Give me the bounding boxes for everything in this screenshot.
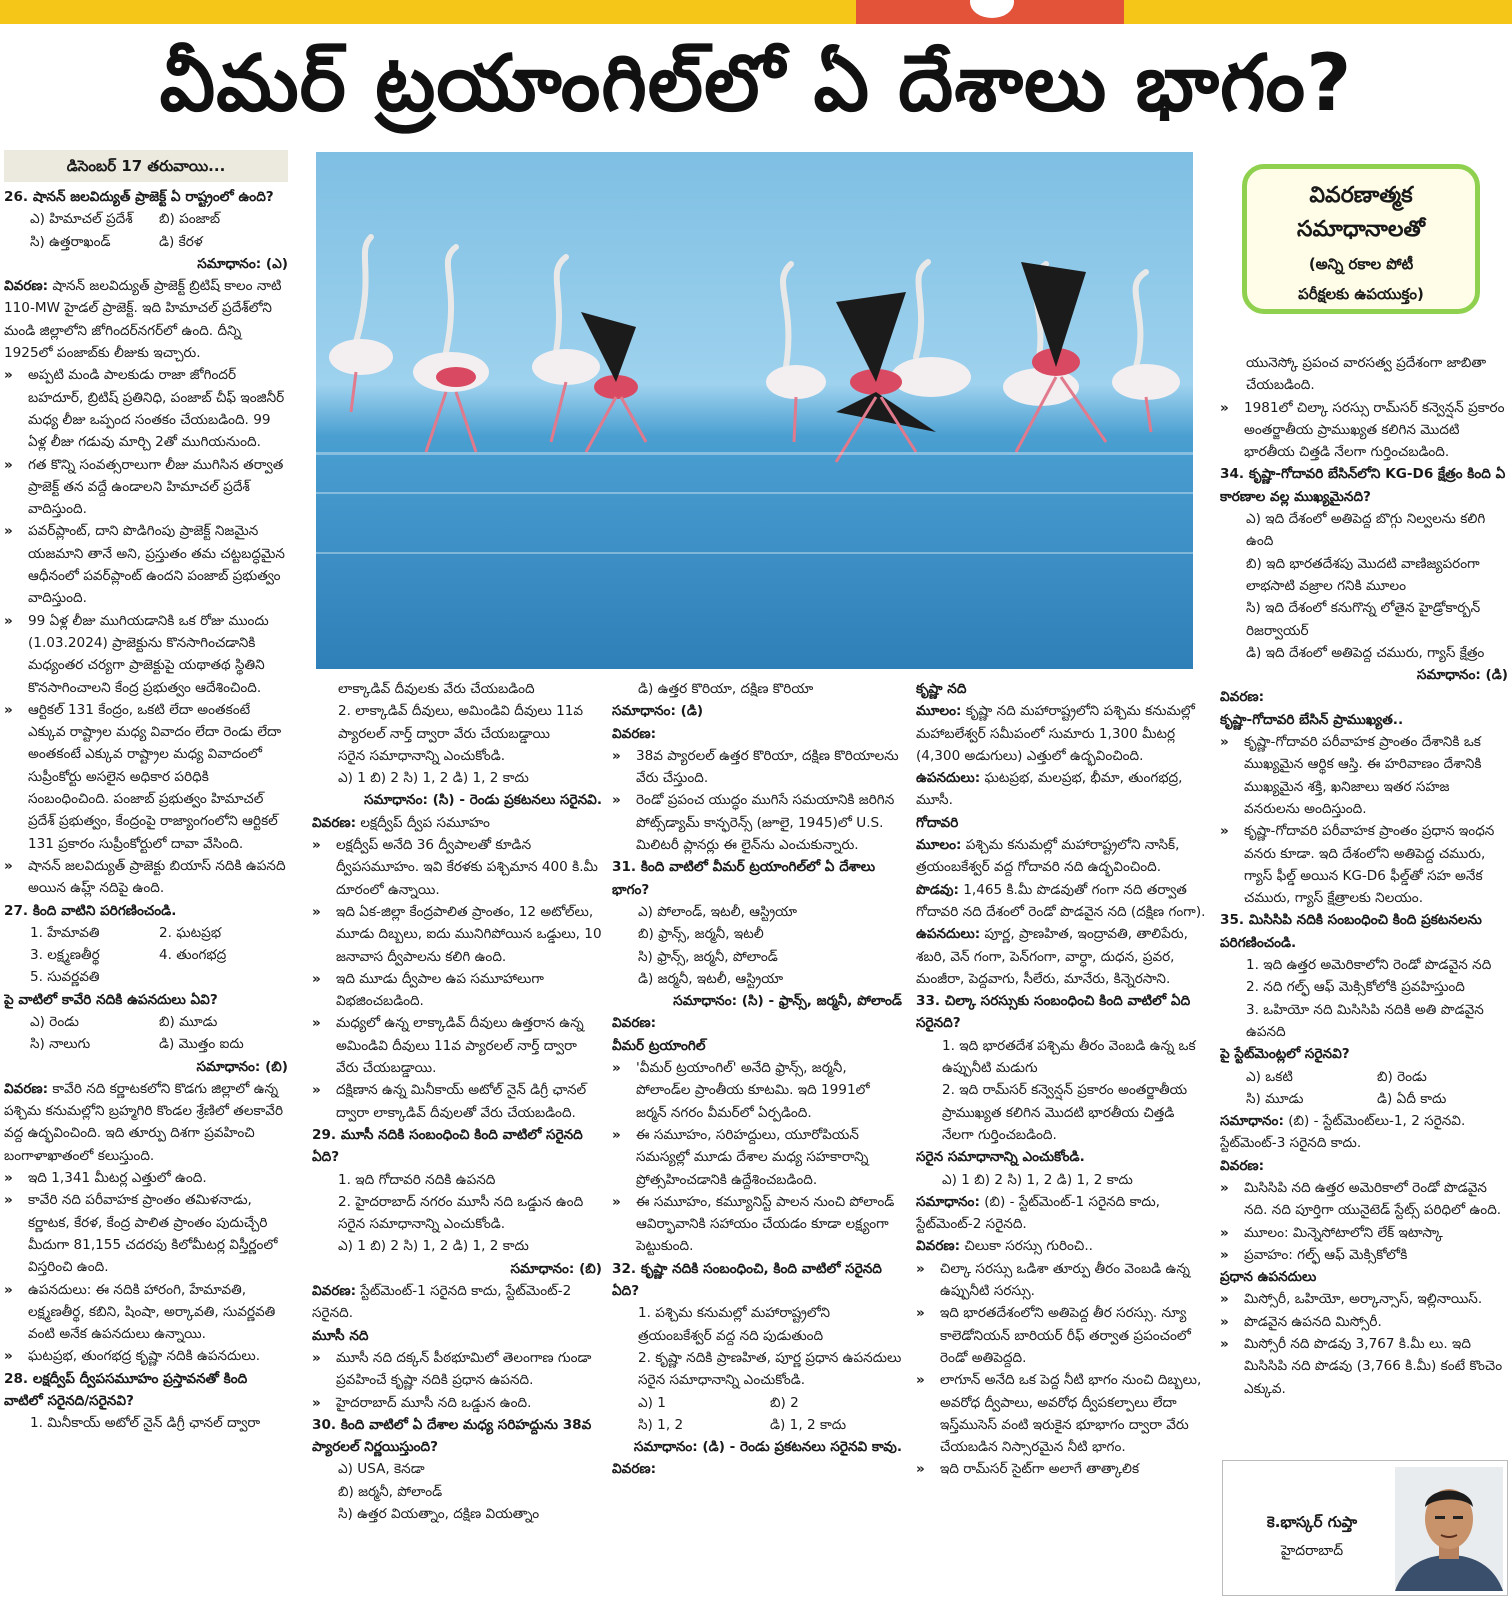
question-text xyxy=(612,723,902,745)
bullet-point xyxy=(312,1079,602,1124)
option-row xyxy=(4,1011,288,1033)
option-right: 4. తుంగభద్ర xyxy=(159,947,227,964)
indented-line xyxy=(612,923,902,945)
paragraph-text: 1. ఇది భారతదేశ పశ్చిమ తీరం వెంబడి ఉన్న ఒక ఉప్పునీటి మడుగు xyxy=(942,1037,1196,1077)
paragraph-text: ఎ) 1 బి) 2 సి) 1, 2 డి) 1, 2 కాదు xyxy=(338,1238,529,1255)
paragraph-text: బి) ఇది భారతదేశపు మొదటి వాణిజ్యపరంగా లాభసాటి వజ్రాల గనికి మూలం xyxy=(1246,555,1480,594)
column-1 xyxy=(4,186,288,1596)
answer-line xyxy=(612,990,902,1012)
option-right: డి) కేరళ xyxy=(159,233,203,250)
indented-line xyxy=(1220,553,1508,598)
option-row xyxy=(4,944,288,966)
paragraph-label: ఉపనదులు: xyxy=(916,770,981,787)
bullet-point xyxy=(312,834,602,901)
indented-line xyxy=(612,1347,902,1369)
paragraph xyxy=(312,812,602,834)
bullet-point xyxy=(312,1392,602,1414)
paragraph-text: సమాధానం: (డి) - రెండు ప్రకటనలు సరైనవి కావు. xyxy=(633,1439,902,1456)
paragraph-text: బి) జర్మనీ, పోలాండ్ xyxy=(338,1483,443,1500)
paragraph-text: వివరణ: xyxy=(1220,689,1265,706)
paragraph-text: 38వ ప్యారలల్ ఉత్తర కొరియా, దక్షిణ కొరియాలను వేరు చేస్తుంది. xyxy=(636,747,899,787)
bullet-point xyxy=(4,855,288,900)
question-text xyxy=(1220,686,1508,708)
paragraph-text: 2. హైదరాబాద్ నగరం మూసీ నది ఒడ్డున ఉంది xyxy=(338,1193,584,1210)
paragraph-text: చిలుకా సరస్సు గురించి.. xyxy=(960,1238,1093,1255)
bullet-point xyxy=(4,1167,288,1189)
continuation-kicker: డిసెంబర్ 17 తరువాయి... xyxy=(4,150,288,182)
option-right: బి) మూడు xyxy=(159,1013,218,1030)
paragraph-text: మధ్యలో ఉన్న లాక్కాడివ్ దీవులు ఉత్తరాన ఉన్న అమిండివి దీవులు 11వ ప్యారలల్ నార్త్ ద్వారా వేరు చేయబడ్డాయి. xyxy=(336,1015,584,1077)
top-color-band xyxy=(0,0,1512,24)
indented-line xyxy=(612,946,902,968)
bullet-point xyxy=(312,1012,602,1079)
question-text xyxy=(312,1414,602,1459)
bullet-point xyxy=(312,901,602,968)
paragraph-text: 26. షానన్ జలవిద్యుత్ ప్రాజెక్ట్ ఏ రాష్ట్రంలో ఉంది? xyxy=(4,189,274,205)
indented-line xyxy=(312,745,602,767)
paragraph-text: సి) ఫ్రాన్స్, జర్మనీ, పోలాండ్ xyxy=(638,948,778,965)
paragraph-text: ఎ) ఇది దేశంలో అతిపెద్ద బొగ్గు నిల్వలను కలిగి ఉంది xyxy=(1246,511,1486,550)
paragraph xyxy=(1220,1155,1508,1177)
bullet-point xyxy=(4,610,288,699)
option-right: 2. ఘటప్రభ xyxy=(159,924,222,941)
paragraph-text: కృష్ణా-గోదావరి పరీవాహక ప్రాంతం ప్రధాన ఇంధన వనరు కూడా. ఇది దేశంలోని అతిపెద్ద చమురు, గ్యాస్ ఫీల్డ్ అయిన KG-D6 ఫీల్డ్‌తో సహ అనేక చమురు, గ్యాస్ క్షేత్రాలకు నిలయం. xyxy=(1244,823,1495,907)
paragraph-text: మిసిసిపి నది ఉత్తర అమెరికాలో రెండో పొడవైన నది. నది పూర్తిగా యునైటెడ్ స్టేట్స్ పరిధిలో ఉంది. xyxy=(1244,1179,1502,1219)
paragraph-text: సి) ఉత్తర వియత్నాం, దక్షిణ వియత్నాం xyxy=(338,1505,540,1522)
paragraph-text: సమాధానం: (సి) - రెండు ప్రకటనలు సరైనవి. xyxy=(364,792,602,809)
paragraph-text: పవర్‌ప్లాంట్, దాని పొడిగింపు ప్రాజెక్ట్ నిజమైన యజమాని తానే అని, ప్రస్తుతం తమ చట్టబద్ధమైన ఆధీనంలో పవర్‌ప్లాంట్ ఉందని పంజాబ్ ప్రభుత్వం వాదిస్తుంది. xyxy=(28,523,285,607)
answer-line xyxy=(312,789,602,811)
indented-line xyxy=(312,1481,602,1503)
bullet-point xyxy=(1220,731,1508,820)
paragraph-text: ఎ) 1 బి) 2 సి) 1, 2 డి) 1, 2 కాదు xyxy=(338,770,529,787)
question-text xyxy=(612,1012,902,1034)
bullet-point xyxy=(1220,1222,1508,1244)
paragraph-text: 1. పశ్చిమ కనుమల్లో మహారాష్ట్రలోని త్రయంబకేశ్వర్ వద్ద నది పుడుతుంది xyxy=(638,1305,831,1344)
paragraph-text: 2. లాక్కాడివ్ దీవులు, అమిండివి దీవులు 11వ ప్యారలల్ నార్త్ ద్వారా వేరు చేయబడ్డాయి xyxy=(338,703,584,742)
paragraph-text: 33. చిల్కా సరస్సుకు సంబంధించి కింది వాటిలో ఏది సరైనది? xyxy=(916,993,1191,1032)
paragraph-text: సి) ఇది దేశంలో కనుగొన్న లోతైన హైడ్రోకార్బన్ రిజర్వాయర్ xyxy=(1246,600,1481,639)
option-left: ఎ) హిమాచల్ ప్రదేశ్ xyxy=(30,211,133,228)
indented-line xyxy=(1220,999,1508,1044)
paragraph-text: సరైన సమాధానాన్ని ఎంచుకోండి. xyxy=(338,747,506,764)
paragraph-text: 31. కింది వాటిలో వీమర్ ట్రయాంగిల్‌లో ఏ దేశాలు భాగం? xyxy=(612,859,876,898)
paragraph-text: 2. కృష్ణా నదికి ప్రాణహిత, పూర్ణ ప్రధాన ఉపనదులు xyxy=(638,1349,902,1366)
indented-line xyxy=(612,901,902,923)
paragraph-text: డి) ఇది దేశంలో అతిపెద్ద చమురు, గ్యాస్ క్షేత్రం xyxy=(1246,644,1485,661)
paragraph-text: ప్రవాహం: గల్ఫ్ ఆఫ్ మెక్సికోలోకి xyxy=(1244,1246,1408,1263)
question-text xyxy=(612,700,902,722)
indented-line xyxy=(312,1503,602,1525)
paragraph xyxy=(916,1191,1206,1236)
paragraph-text: 1,465 కి.మీ పొడవుతో గంగా నది తర్వాత గోదావరి నది దేశంలో రెండో పొడవైన నది (దక్షిణ గంగా). xyxy=(916,881,1206,920)
indented-line xyxy=(312,700,602,745)
question-text xyxy=(1220,709,1508,731)
question-text xyxy=(916,812,1206,834)
indented-line xyxy=(312,767,602,789)
paragraph-text: సమాధానం: (బి) xyxy=(510,1260,602,1277)
bullet-point xyxy=(4,520,288,609)
paragraph-text: డి) జర్మనీ, ఇటలీ, ఆస్ట్రియా xyxy=(638,970,784,987)
option-row xyxy=(612,1392,902,1414)
paragraph-label: సమాధానం: xyxy=(1220,1113,1284,1130)
paragraph-text: గత కొన్ని సంవత్సరాలుగా లీజు ముగిసిన తర్వాత ప్రాజెక్ట్ తన వద్దే ఉండాలని హిమాచల్ ప్రదేశ్ వాదిస్తుంది. xyxy=(28,456,284,518)
paragraph-text: ఇది రామ్‌సర్ సైట్‌గా అలాగే తాత్కాలిక xyxy=(940,1461,1140,1478)
column-3 xyxy=(612,678,902,1596)
paragraph-text: 30. కింది వాటిలో ఏ దేశాల మధ్య సరిహద్దును 38వ ప్యారలల్ నిర్ణయిస్తుంది? xyxy=(312,1416,592,1456)
paragraph-text: మిస్సోరీ నది పొడవు 3,767 కి.మీ లు. ఇది మిసిసిపి నది పొడవు (3,766 కి.మీ) కంటే కొంచెం ఎక్కువ. xyxy=(1244,1336,1503,1397)
bullet-point xyxy=(916,1258,1206,1303)
bullet-point xyxy=(4,1189,288,1278)
option-right: డి) ఏదీ కాదు xyxy=(1377,1090,1447,1107)
bullet-point xyxy=(1220,397,1508,464)
paragraph-text: ఈ సమూహం, కమ్యూనిస్ట్ పాలన నుంచి పోలాండ్ ఆవిర్భావానికి సహాయం చేయడం కూడా లక్ష్యంగా పెట్టుకుంది. xyxy=(636,1193,895,1255)
paragraph-text: కావేరి నది కర్ణాటకలోని కొడగు జిల్లాలో ఉన్న పశ్చిమ కనుమల్లోని బ్రహ్మగిరి కొండల శ్రేణిలో తలకావేరి వద్ద ఉద్భవించింది. ఇది తూర్పు దిశగా ప్రవహించి బంగాళాఖాతంలో కలుస్తుంది. xyxy=(4,1080,284,1164)
option-right: బి) రెండు xyxy=(1377,1068,1427,1085)
option-left: సి) మూడు xyxy=(1246,1090,1304,1107)
option-row xyxy=(4,1033,288,1055)
question-text xyxy=(1220,463,1508,508)
paragraph-text: చిల్కా సరస్సు ఒడిశా తూర్పు తీరం వెంబడి ఉన్న ఉప్పునీటి సరస్సు. xyxy=(940,1260,1190,1300)
indented-line xyxy=(312,1458,602,1480)
paragraph-text: షానన్ జలవిద్యుత్ ప్రాజెక్టు బియాస్ నదికి ఉపనది అయిన ఉహ్ల్ నదిపై ఉంది. xyxy=(28,857,286,897)
paragraph xyxy=(916,1235,1206,1257)
author-photo xyxy=(1395,1467,1503,1591)
paragraph-text: మిస్సోరీ, ఒహియో, అర్కాన్సాస్, ఇల్లినాయిస్. xyxy=(1244,1291,1483,1308)
paragraph-text: కృష్ణా నది xyxy=(916,681,967,697)
paragraph-text: 99 ఏళ్ల లీజు ముగియడానికి ఒక రోజు ముందు (1.03.2024) ప్రాజెక్టును కొనసాగించడానికి మధ్యంతర చర్యగా ప్రాజెక్టుపై యథాతథ స్థితిని కొనసాగించాలని కేంద్ర ప్రభుత్వం ఆదేశించింది. xyxy=(28,612,269,696)
indented-line xyxy=(312,1235,602,1257)
indented-line xyxy=(312,1213,602,1235)
paragraph xyxy=(4,275,288,364)
option-right: బి) పంజాబ్ xyxy=(159,211,221,228)
option-row xyxy=(4,922,288,944)
question-text xyxy=(312,1325,602,1347)
paragraph-text: లక్షద్వీప్ అనేది 36 ద్వీపాలతో కూడిన ద్వీపసమూహం. ఇవి కేరళకు పశ్చిమాన 400 కి.మీ దూరంలో ఉన్నాయి. xyxy=(336,837,598,898)
paragraph-text: మూలం: మిన్నెసోటాలోని లేక్ ఇటాస్కా xyxy=(1244,1224,1443,1241)
bullet-point xyxy=(612,745,902,790)
question-text xyxy=(4,186,288,208)
paragraph-text: 28. లక్షద్వీప్ ద్వీపసమూహం ప్రస్తావనతో కింది వాటిలో సరైనది/సరైనవి? xyxy=(4,1370,248,1410)
question-text xyxy=(612,1258,902,1303)
question-text xyxy=(612,856,902,901)
paragraph-text: పై వాటిలో కావేరి నదికి ఉపనదులు ఏవి? xyxy=(4,991,218,1008)
option-right: డి) 1, 2 కాదు xyxy=(770,1416,847,1433)
indented-line xyxy=(4,1412,288,1434)
paragraph-text: బి) ఫ్రాన్స్, జర్మనీ, ఇటలీ xyxy=(638,926,764,943)
question-text xyxy=(4,1368,288,1413)
paragraph-text: సమాధానం: (డి) xyxy=(1416,667,1508,684)
indented-line xyxy=(1220,976,1508,998)
paragraph-text: వివరణ: xyxy=(612,725,657,742)
indented-line xyxy=(916,1035,1206,1080)
option-right: బి) 2 xyxy=(770,1394,799,1411)
paragraph-text: కావేరి నది పరీవాహక ప్రాంతం తమిళనాడు, కర్ణాటక, కేరళ, కేంద్ర పాలిత ప్రాంతం పుదుచ్చేరి మీదుగా 81,155 చదరపు కిలోమీటర్ల విస్తీర్ణంలో విస్తరించి ఉంది. xyxy=(28,1192,278,1276)
author-name: కె.భాస్కర్ గుప్తా xyxy=(1266,1513,1358,1531)
bullet-point xyxy=(916,1302,1206,1369)
flamingo-photo xyxy=(316,152,1193,669)
paragraph-label: వివరణ: xyxy=(312,814,357,831)
paragraph-text: రెండో ప్రపంచ యుద్ధం ముగిసే సమయానికి జరిగిన పోట్స్‌డ్యామ్ కాన్ఫరెన్స్ (జూలై, 1945)లో U.S. మిలిటరీ ప్లానర్లు ఈ లైన్‌ను ఎంచుకున్నారు. xyxy=(636,792,895,854)
paragraph-text: 3. ఒహియో నది మిసిసిపి నదికి అతి పొడవైన ఉపనది xyxy=(1246,1001,1484,1040)
paragraph-text: ఇది మూడు ద్వీపాల ఉప సమూహాలుగా విభజించబడింది. xyxy=(336,970,544,1010)
question-text xyxy=(916,990,1206,1035)
indented-line xyxy=(612,968,902,990)
bullet-point xyxy=(1220,1311,1508,1333)
paragraph-text: సరైన సమాధానాన్ని ఎంచుకోండి. xyxy=(338,1216,506,1233)
bullet-point xyxy=(4,364,288,453)
paragraph-text: (బి) - స్టేట్‌మెంట్‌లు-1, 2 సరైనవి. స్టేట్‌మెంట్-3 సరైనది కాదు. xyxy=(1220,1113,1466,1152)
option-left: సి) ఉత్తరాఖండ్ xyxy=(30,233,111,250)
paragraph-label: ఉపనదులు: xyxy=(916,926,981,943)
paragraph-text: ఉపనదులు: ఈ నదికి హారంగి, హేమావతి, లక్ష్మణతీర్థ, కబిని, షింషా, అర్కావతి, సువర్ణవతి వంటి అనేక ఉపనదులు ఉన్నాయి. xyxy=(28,1281,276,1343)
paragraph-text: వీమర్ ట్రయాంగిల్ xyxy=(612,1037,706,1054)
indented-line xyxy=(1220,597,1508,642)
bullet-point xyxy=(612,789,902,856)
paragraph-text: 29. మూసీ నదికి సంబంధించి కింది వాటిలో సరైనది ఏది? xyxy=(312,1126,583,1166)
bullet-point xyxy=(1220,1177,1508,1222)
question-text xyxy=(4,989,288,1011)
answer-line xyxy=(4,1056,288,1078)
paragraph-text: (బి) - స్టేట్‌మెంట్-1 సరైనది కాదు, స్టేట్‌మెంట్-2 సరైనది. xyxy=(916,1193,1160,1233)
paragraph-text: ఎ) USA, కెనడా xyxy=(338,1461,425,1478)
paragraph xyxy=(4,1078,288,1167)
option-left: 3. లక్ష్మణతీర్థ xyxy=(30,947,100,964)
indented-line xyxy=(612,678,902,700)
bullet-point xyxy=(1220,1244,1508,1266)
paragraph-text: మూసీ నది xyxy=(312,1327,369,1344)
option-left: ఎ) రెండు xyxy=(30,1013,80,1030)
paragraph-text: 1. ఇది గోదావరి నదికి ఉపనది xyxy=(338,1171,496,1188)
paragraph-text: సరైన సమాధానాన్ని ఎంచుకోండి. xyxy=(638,1372,806,1389)
paragraph-text: ఇది 1,341 మీటర్ల ఎత్తులో ఉంది. xyxy=(28,1170,207,1187)
paragraph-text: మూసీ నది దక్కన్ పీఠభూమిలో తెలంగాణ గుండా ప్రవహించే కృష్ణా నదికి ప్రధాన ఉపనది. xyxy=(336,1349,592,1389)
question-text xyxy=(612,1035,902,1057)
paragraph-label: సమాధానం: xyxy=(916,1193,980,1210)
question-text xyxy=(4,900,288,922)
option-row xyxy=(1220,1066,1508,1088)
indented-line xyxy=(916,1169,1206,1191)
paragraph-text: కృష్ణా నది మహారాష్ట్రలోని పశ్చిమ కనుమల్లో మహాబలేశ్వర్ సమీపంలో సుమారు 1,300 మీటర్ల (4,300 అడుగులు) ఎత్తులో ఉద్భవించింది. xyxy=(916,703,1195,764)
answer-line xyxy=(312,1258,602,1280)
indented-line xyxy=(4,966,288,988)
answer-line xyxy=(4,253,288,275)
question-text xyxy=(612,1458,902,1480)
author-box xyxy=(1222,1460,1508,1596)
indented-line xyxy=(312,1169,602,1191)
flamingo-photo-svg xyxy=(316,152,1193,669)
paragraph-text: గోదావరి xyxy=(916,814,959,831)
paragraph-label: పొడవు: xyxy=(916,881,959,898)
paragraph-text: 32. కృష్ణా నదికి సంబంధించి, కింది వాటిలో సరైనది ఏది? xyxy=(612,1260,882,1300)
paragraph-text: పై స్టేట్‌మెంట్లలో సరైనవి? xyxy=(1220,1046,1350,1063)
badge-line2: సమాధానాలతో xyxy=(1297,217,1425,242)
paragraph-text: సమాధానం: (బి) xyxy=(196,1058,288,1075)
indented-line xyxy=(312,678,602,700)
bullet-point xyxy=(4,454,288,521)
option-left: సి) 1, 2 xyxy=(638,1416,684,1433)
paragraph-text: ఎ) పోలాండ్, ఇటలీ, ఆస్ట్రియా xyxy=(638,903,798,920)
bullet-point xyxy=(312,1347,602,1392)
paragraph-text: యునెస్కో ప్రపంచ వారసత్వ ప్రదేశంగా జాబితా చేయబడింది. xyxy=(1246,355,1487,394)
bullet-point xyxy=(4,1279,288,1346)
paragraph-text: షానన్ జలవిద్యుత్ ప్రాజెక్ట్ బ్రిటిష్ కాలం నాటి 110-MW హైడల్ ప్రాజెక్ట్. ఇది హిమాచల్ ప్రదేశ్‌లోని మండి జిల్లాలోని జోగిందర్‌నగర్‌లో ఉంది. దీన్ని 1925లో పంజాబ్‌కు లీజుకు ఇచ్చారు. xyxy=(4,278,282,362)
column-4 xyxy=(916,678,1206,1596)
indented-line xyxy=(1220,352,1508,397)
paragraph-text: ఈ సమూహం, సరిహద్దులు, యూరోపియన్ సమస్యల్లో మూడు దేశాల మధ్య సహకారాన్ని ప్రోత్సహించడానికి ఉద్దేశించబడింది. xyxy=(636,1126,869,1188)
paragraph-text: 1981లో చిల్కా సరస్సు రామ్‌సర్ కన్వెన్షన్ ప్రకారం అంతర్జాతీయ ప్రాముఖ్యత కలిగిన మొదటి భారతీయ చిత్తడి నేలగా గుర్తించబడింది. xyxy=(1244,399,1505,461)
bullet-point xyxy=(612,1124,902,1191)
paragraph-text: ఘటప్రభ, తుంగభద్ర కృష్ణా నదికి ఉపనదులు. xyxy=(28,1348,261,1365)
option-row xyxy=(1220,1088,1508,1110)
paragraph-text: 5. సువర్ణవతి xyxy=(30,969,100,986)
option-right: డి) మొత్తం ఐదు xyxy=(159,1036,244,1053)
question-text xyxy=(1220,909,1508,954)
paragraph-text: ప్రధాన ఉపనదులు xyxy=(1220,1269,1317,1286)
paragraph-text: సమాధానం: (సి) - ఫ్రాన్స్, జర్మనీ, పోలాండ్ xyxy=(673,993,902,1010)
indented-line xyxy=(916,1079,1206,1146)
question-text xyxy=(1220,1043,1508,1065)
bullet-point xyxy=(4,1345,288,1367)
paragraph-text: 1. మినీకాయ్ అటోల్ నైన్ డిగ్రీ ఛానల్ ద్వారా xyxy=(30,1415,261,1432)
paragraph-label: వివరణ: xyxy=(1220,1157,1265,1174)
bullet-point xyxy=(916,1458,1206,1480)
paragraph-text: హైదరాబాద్ మూసీ నది ఒడ్డున ఉంది. xyxy=(336,1394,532,1411)
paragraph-text: కృష్ణా-గోదావరి బేసిన్ ప్రాముఖ్యత.. xyxy=(1220,711,1404,728)
badge-line1: వివరణాత్మక xyxy=(1309,183,1413,208)
bullet-point xyxy=(4,699,288,855)
paragraph-text: 34. కృష్ణా-గోదావరి బేసిన్‌లోని KG-D6 క్షేత్రం కింది ఏ కారణాల వల్ల ముఖ్యమైనది? xyxy=(1220,466,1506,505)
indented-line xyxy=(1220,642,1508,664)
answer-line xyxy=(1220,664,1508,686)
bullet-point xyxy=(916,1369,1206,1458)
paragraph-text: 35. మిసిసిపి నదికి సంబంధించి కింది ప్రకటనలను పరిగణించండి. xyxy=(1220,912,1482,951)
paragraph-text: కృష్ణా-గోదావరి పరీవాహక ప్రాంతం దేశానికి ఒక ముఖ్యమైన ఆర్థిక ఆస్తి. ఈ హరివాణం దేశానికి ముఖ్యమైన శక్తి, ఖనిజాలు ఇతర సహజ వనరులను అందిస్తుంది. xyxy=(1244,734,1482,817)
column-2 xyxy=(312,678,602,1596)
paragraph xyxy=(916,834,1206,879)
paragraph xyxy=(916,700,1206,767)
indented-line xyxy=(1220,954,1508,976)
paragraph-text: అప్పటి మండి పాలకుడు రాజా జోగిందర్ బహదూర్, బ్రిటిష్ ప్రతినిధి, పంజాబ్ చీఫ్ ఇంజినీర్ మధ్య లీజు ఒప్పంద సంతకం చేయబడింది. 99 ఏళ్ల లీజు గడువు మార్చి 2తో ముగియనుంది. xyxy=(28,367,285,451)
option-row xyxy=(4,208,288,230)
paragraph-text: దక్షిణాన ఉన్న మినీకాయ్ అటోల్ నైన్ డిగ్రీ ఛానల్ ద్వారా లాక్కాడివ్ దీవులతో వేరు చేయబడింది. xyxy=(336,1082,587,1121)
option-left: సి) నాలుగు xyxy=(30,1036,91,1053)
paragraph-text: 2. ఇది రామ్‌సర్ కన్వెన్షన్ ప్రకారం అంతర్జాతీయ ప్రాముఖ్యత కలిగిన మొదటి భారతీయ చిత్తడి నేలగా గుర్తించబడింది. xyxy=(942,1082,1188,1143)
paragraph-text: ఇది భారతదేశంలోని అతిపెద్ద తీర సరస్సు. న్యూ కాలెడోనియన్ బారియర్ రీఫ్ తర్వాత ప్రపంచంలో రెండో అతిపెద్దది. xyxy=(940,1305,1191,1366)
option-left: ఎ) ఒకటి xyxy=(1246,1068,1293,1085)
paragraph-text: సమాధానం: (డి) xyxy=(612,703,704,720)
question-text xyxy=(312,1124,602,1169)
paragraph-text: ఎ) 1 బి) 2 సి) 1, 2 డి) 1, 2 కాదు xyxy=(942,1171,1133,1188)
bullet-point xyxy=(612,1057,902,1124)
paragraph-text: 1. ఇది ఉత్తర అమెరికాలోని రెండో పొడవైన నది xyxy=(1246,957,1492,974)
question-text xyxy=(916,1146,1206,1168)
column-5 xyxy=(1220,352,1508,1446)
badge-line4: పరీక్షలకు ఉపయుక్తం) xyxy=(1298,285,1424,303)
headline: వీమర్ ట్రయాంగిల్‌లో ఏ దేశాలు భాగం? xyxy=(159,39,1353,129)
bullet-point xyxy=(1220,820,1508,909)
paragraph-text: పూర్ణ, ప్రాణహిత, ఇంద్రావతి, తాలిపేరు, శబరి, వెన్ గంగా, పెన్‌గంగా, వార్ధా, దుధన, ప్రవర, మంజీరా, పెద్దవాగు, సీలేరు, మానేరు, కిన్నెరసాని. xyxy=(916,926,1188,987)
paragraph-text: 'వీమర్ ట్రయాంగిల్' అనేది ఫ్రాన్స్, జర్మనీ, పోలాండ్‌ల ప్రాంతీయ కూటమి. ఇది 1991లో జర్మన్ నగరం వీమర్‌లో ఏర్పడింది. xyxy=(636,1060,870,1121)
answer-line xyxy=(612,1436,902,1458)
paragraph-label: వివరణ: xyxy=(312,1283,357,1300)
paragraph-text: స్టేట్‌మెంట్-1 సరైనది కాదు, స్టేట్‌మెంట్-2 సరైనది. xyxy=(312,1283,572,1322)
option-row xyxy=(612,1414,902,1436)
paragraph-text: ఇది ఏక-జిల్లా కేంద్రపాలిత ప్రాంతం, 12 అటోల్‌లు, మూడు దిబ్బలు, ఐదు మునిగిపోయిన ఒడ్డులు, 10 జనావాస ద్వీపాలను కలిగి ఉంది. xyxy=(336,903,602,965)
question-text xyxy=(916,678,1206,700)
paragraph-text: లాక్కాడివ్ దీవులకు వేరు చేయబడింది xyxy=(338,681,535,697)
paragraph-text: ఘటప్రభ, మలప్రభ, భీమా, తుంగభద్ర, మూసీ. xyxy=(916,770,1183,809)
paragraph-label: వివరణ: xyxy=(4,1080,49,1097)
badge-detailed-answers xyxy=(1242,164,1480,314)
paragraph-text: డి) ఉత్తర కొరియా, దక్షిణ కొరియా xyxy=(638,681,814,697)
author-city: హైదరాబాద్ xyxy=(1280,1543,1344,1559)
option-left: 1. హేమావతి xyxy=(30,924,100,941)
indented-line xyxy=(612,1302,902,1347)
option-left: ఎ) 1 xyxy=(638,1394,666,1411)
paragraph xyxy=(916,879,1206,924)
paragraph xyxy=(312,1280,602,1325)
paragraph-text: వివరణ: xyxy=(612,1461,657,1478)
paragraph-text: 2. నది గల్ఫ్ ఆఫ్ మెక్సికోలోకి ప్రవహిస్తుంది xyxy=(1246,979,1465,996)
indented-line xyxy=(1220,508,1508,553)
paragraph-label: వివరణ: xyxy=(4,278,49,295)
paragraph-text: లక్షద్వీప్ ద్వీప సమూహం xyxy=(356,814,490,831)
bullet-point xyxy=(612,1191,902,1258)
paragraph-label: మూలం: xyxy=(916,837,962,854)
paragraph-text: ఆర్టికల్ 131 కేంద్రం, ఒకటి లేదా అంతకంటే ఎక్కువ రాష్ట్రాల మధ్య వివాదం లేదా రెండు లేదా అంతకంటే ఎక్కువ రాష్ట్రాల మధ్య వివాదంలో సుప్రీంకోర్టు అసలైన అధికార పరిధికి సంబంధించింది. పంజాబ్ ప్రభుత్వం హిమాచల్ ప్రదేశ్ ప్రభుత్వం, కేంద్రంపై రాజ్యాంగంలోని ఆర్టికల్ 131 ప్రకారం సుప్రీంకోర్టులో దావా వేసింది. xyxy=(28,701,282,852)
badge-line3: (అన్ని రకాల పోటీ xyxy=(1308,255,1414,273)
bullet-point xyxy=(312,968,602,1013)
paragraph-text: సమాధానం: (ఎ) xyxy=(197,255,288,272)
indented-line xyxy=(312,1191,602,1213)
indented-line xyxy=(612,1369,902,1391)
question-text xyxy=(1220,1266,1508,1288)
bullet-point xyxy=(1220,1288,1508,1310)
paragraph-text: లాగూన్ అనేది ఒక పెద్ద నీటి భాగం నుంచి దిబ్బలు, అవరోధ ద్వీపాలు, అవరోధ ద్వీపకల్పాలు లేదా ఇస్త్‌ముసెస్ వంటి ఇరుకైన భూభాగం ద్వారా వేరు చేయబడిన నిస్సారమైన నీటి భాగం. xyxy=(940,1372,1202,1456)
option-row xyxy=(4,231,288,253)
paragraph-label: మూలం: xyxy=(916,703,962,720)
paragraph xyxy=(1220,1110,1508,1155)
paragraph-text: 27. కింది వాటిని పరిగణించండి. xyxy=(4,902,177,919)
paragraph-text: సరైన సమాధానాన్ని ఎంచుకోండి. xyxy=(916,1149,1085,1166)
paragraph-text: పశ్చిమ కనుమల్లో మహారాష్ట్రలోని నాసిక్, త్రయంబకేశ్వర్ వద్ద గోదావరి నది ఉద్భవించింది. xyxy=(916,837,1180,876)
paragraph xyxy=(916,767,1206,812)
paragraph xyxy=(916,923,1206,990)
paragraph-text: వివరణ: xyxy=(612,1015,657,1032)
bullet-point xyxy=(1220,1333,1508,1400)
paragraph-text: పొడవైన ఉపనది మిస్సోరీ. xyxy=(1244,1313,1382,1330)
paragraph-label: వివరణ: xyxy=(916,1238,961,1255)
